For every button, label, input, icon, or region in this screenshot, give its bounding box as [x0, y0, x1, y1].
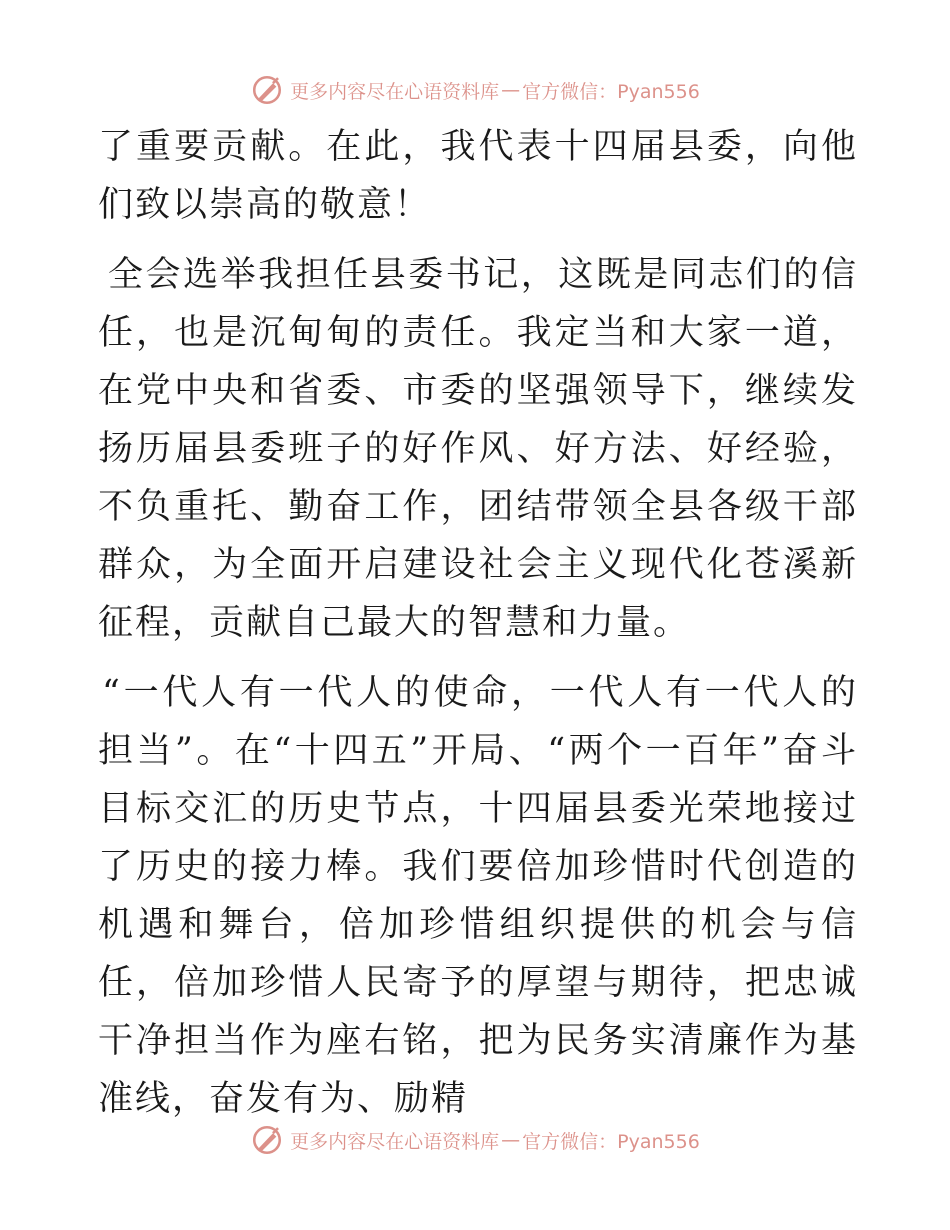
watermark-separator: — [501, 79, 521, 101]
paragraph-2: 全会选举我担任县委书记，这既是同志们的信任，也是沉甸甸的责任。我定当和大家一道，在党中央和省委、市委的坚强领导下，继续发扬历届县委班子的好作风、好方法、好经验，不负重托、勤奋工作，团结带领全县各级干部群众，为全面开启建设社会主义现代化苍溪新征程，贡献自己最大的智慧和力量。 [98, 255, 858, 643]
watermark-text: 更多内容尽在心语资料库 [290, 80, 500, 103]
paragraph-1: 了重要贡献。在此，我代表十四届县委，向他们致以崇高的敬意！ [98, 127, 858, 225]
header-watermark [0, 70, 950, 110]
watermark-text: 更多内容尽在心语资料库 [290, 1130, 500, 1153]
footer-watermark [0, 1120, 950, 1160]
paragraph-3: “一代人有一代人的使命，一代人有一代人的担当”。在“十四五”开局、“两个一百年”奋斗目标交汇的历史节点，十四届县委光荣地接过了历史的接力棒。我们要倍加珍惜时代创造的机遇和舞台，倍加珍惜组织提供的机会与信任，倍加珍惜人民寄予的厚望与期待，把忠诚干净担当作为座右铭，把为民务实清廉作为基准线，奋发有为、励精 [98, 673, 858, 1119]
watermark-contact: 官方微信：Pyan556 [522, 80, 700, 103]
watermark-contact: 官方微信：Pyan556 [522, 1130, 700, 1153]
document-body [98, 118, 858, 1128]
pen-logo-icon [250, 73, 284, 107]
watermark-separator: — [501, 1129, 521, 1151]
pen-logo-icon [250, 1123, 284, 1157]
